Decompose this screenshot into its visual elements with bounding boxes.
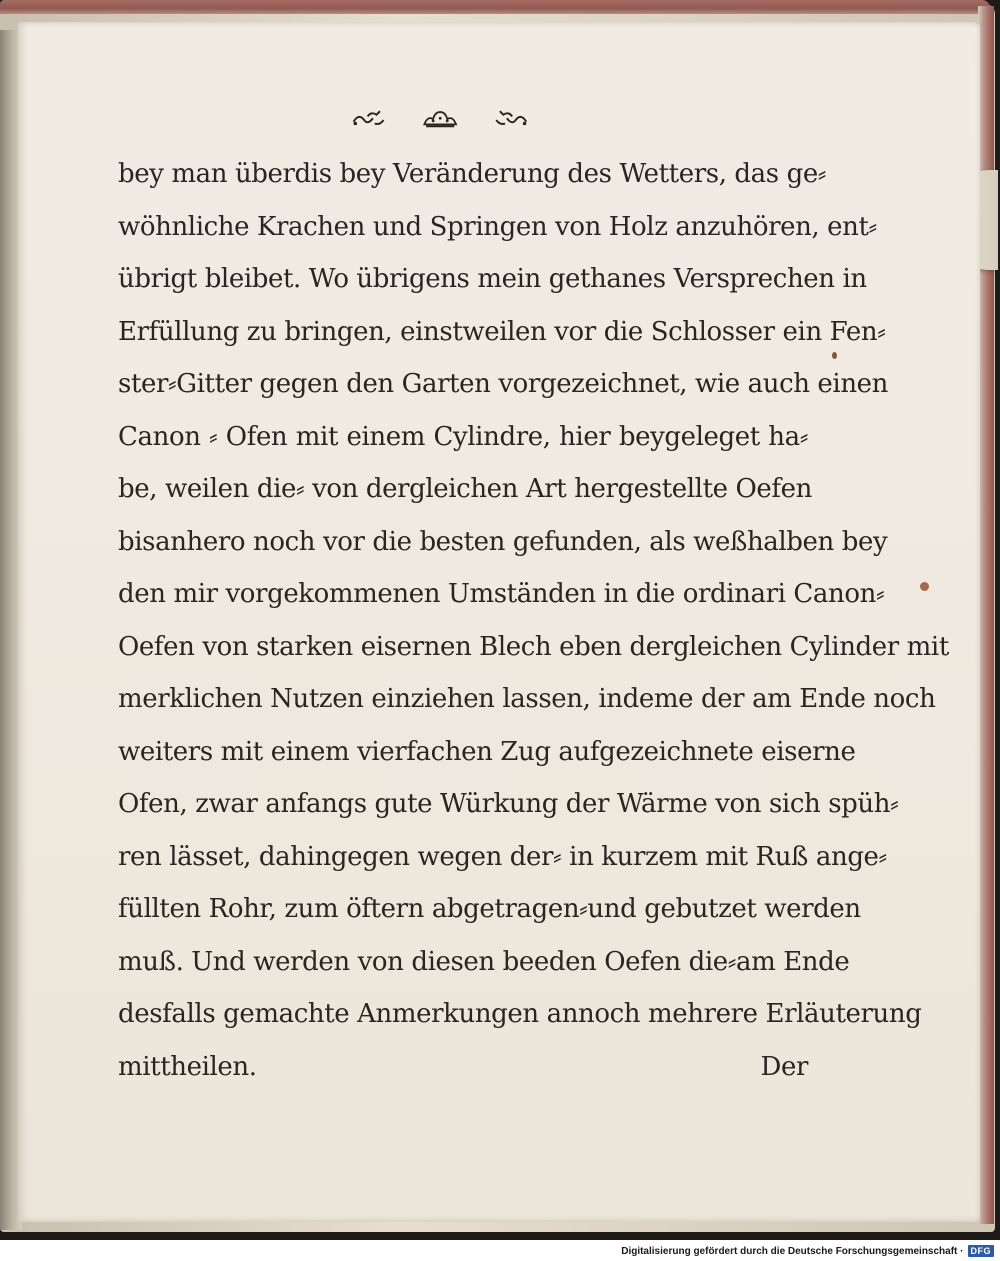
- text-line: ren lässet, dahingegen wegen der⸗ in kurzem mit Ruß ange⸗: [118, 841, 887, 872]
- text-line: desfalls gemachte Anmerkungen annoch mehrere Erläuterung: [118, 999, 922, 1029]
- paper-speck: [920, 582, 929, 591]
- dfg-logo-icon: DFG: [968, 1245, 995, 1257]
- footer-credit: Digitalisierung gefördert durch die Deutsche Forschungsgemeinschaft ·: [621, 1245, 964, 1257]
- catchword: Der: [760, 1051, 808, 1082]
- text-line: Erfüllung zu bringen, einstweilen vor die Schlosser ein Fen⸗: [118, 316, 886, 347]
- text-line: wöhnliche Krachen und Springen von Holz anzuhören, ent⸗: [118, 211, 877, 242]
- header-ornament: [350, 104, 530, 136]
- crown-ornament-icon: [419, 107, 461, 133]
- ornament-right-icon: [491, 108, 530, 132]
- text-line: Canon ⸗ Ofen mit einem Cylindre, hier beygeleget ha⸗: [118, 421, 808, 452]
- text-line: Oefen von starken eisernen Blech eben dergleichen Cylinder mit: [118, 631, 949, 662]
- text-line: ster⸗Gitter gegen den Garten vorgezeichnet, wie auch einen: [118, 369, 889, 399]
- text-line: füllten Rohr, zum öftern abgetragen⸗und gebutzet werden: [118, 894, 861, 924]
- text-line: übrigt bleibet. Wo übrigens mein gethanes Versprechen in: [118, 264, 867, 294]
- final-line-text: mittheilen.: [118, 1051, 257, 1082]
- ornament-left-icon: [350, 108, 389, 132]
- text-line: muß. Und werden von diesen beeden Oefen die⸗am Ende: [118, 946, 850, 977]
- text-line: Ofen, zwar anfangs gute Würkung der Wärme von sich spüh⸗: [118, 789, 899, 819]
- page-text: [118, 148, 949, 1093]
- digitization-footer: [621, 1245, 994, 1257]
- book-cover-top: [0, 0, 990, 14]
- text-line: be, weilen die⸗ von dergleichen Art hergestellte Oefen: [118, 474, 812, 504]
- paper-speck: [832, 352, 837, 359]
- text-line: bisanhero noch vor die besten gefunden, als weßhalben bey: [118, 526, 888, 557]
- text-line-last: [118, 1041, 808, 1094]
- text-line: merklichen Nutzen einziehen lassen, indeme der am Ende noch: [118, 684, 936, 714]
- text-line: weiters mit einem vierfachen Zug aufgezeichnete eiserne: [118, 736, 856, 767]
- text-line: bey man überdis bey Veränderung des Wetters, das ge⸗: [118, 159, 827, 189]
- text-line: den mir vorgekommenen Umständen in die ordinari Canon⸗: [118, 579, 885, 609]
